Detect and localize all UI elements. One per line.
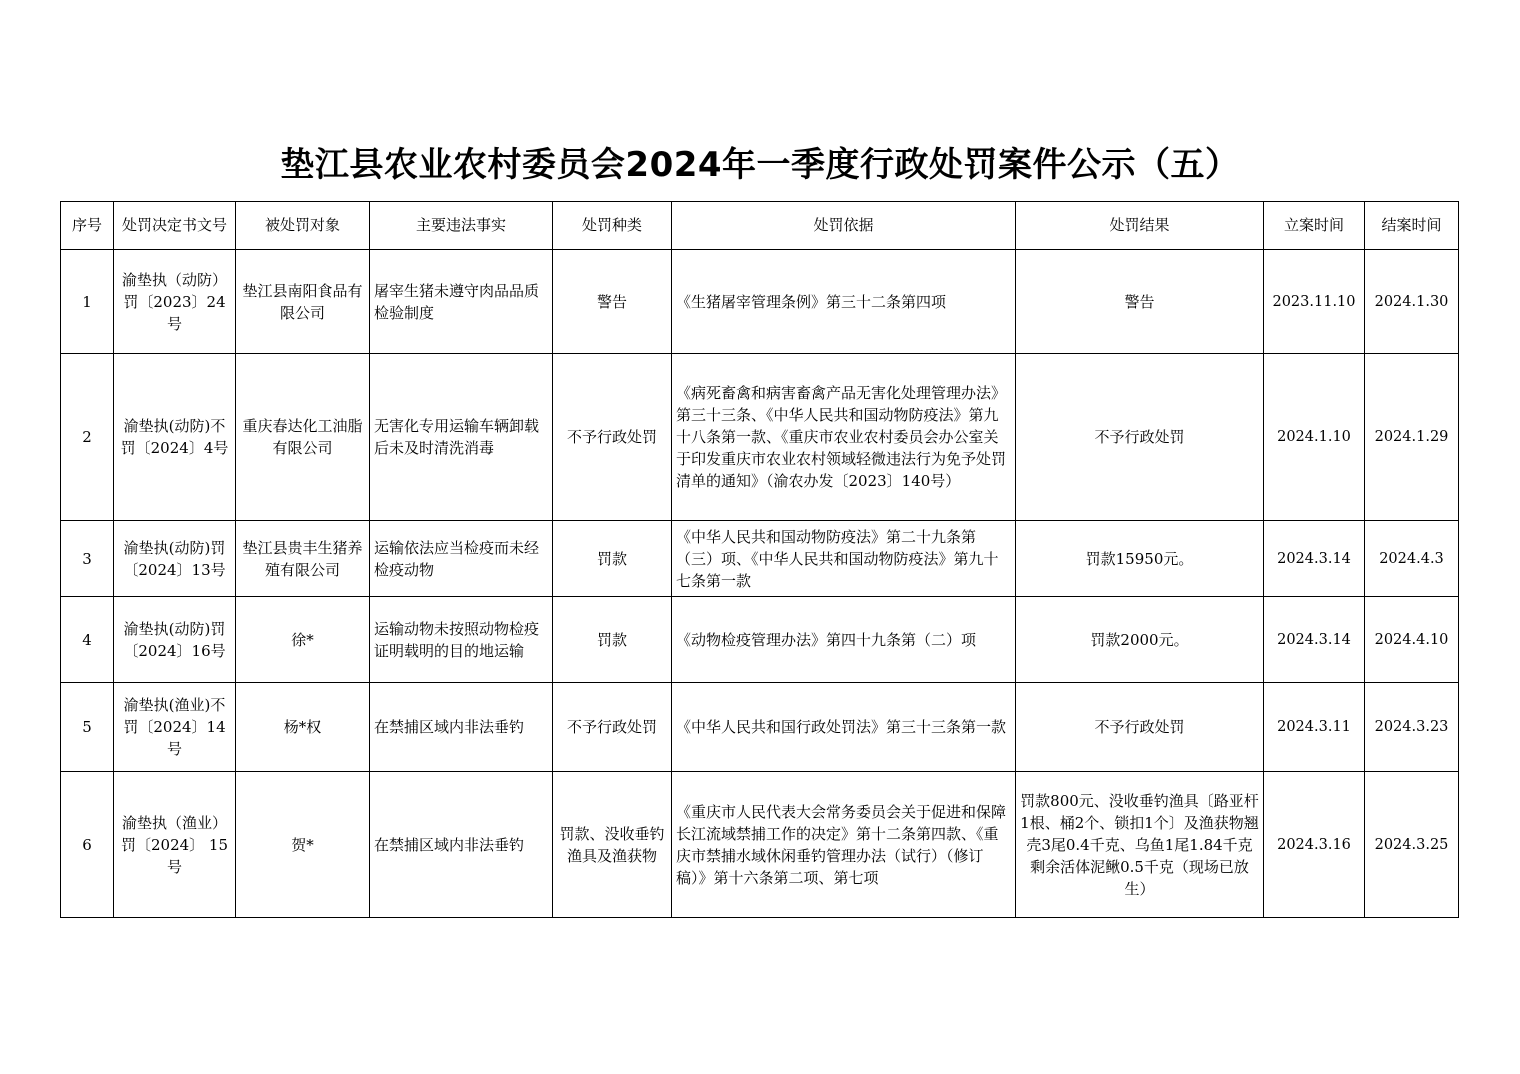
cell-filed-date: 2024.3.14 <box>1264 597 1365 683</box>
table-row <box>61 597 1459 683</box>
cell-filed-date: 2023.11.10 <box>1264 250 1365 354</box>
header-fact: 主要违法事实 <box>370 202 553 250</box>
cell-filed-date: 2024.1.10 <box>1264 354 1365 521</box>
cell-penalty-type: 罚款、没收垂钓渔具及渔获物 <box>553 772 672 918</box>
cell-penalty-type: 不予行政处罚 <box>553 683 672 772</box>
header-basis: 处罚依据 <box>672 202 1016 250</box>
header-filed-date: 立案时间 <box>1264 202 1365 250</box>
cell-basis: 《动物检疫管理办法》第四十九条第（二）项 <box>672 597 1016 683</box>
table-row <box>61 354 1459 521</box>
cell-party: 杨*权 <box>236 683 370 772</box>
cell-penalty-type: 警告 <box>553 250 672 354</box>
cell-basis: 《中华人民共和国动物防疫法》第二十九条第（三）项、《中华人民共和国动物防疫法》第九十七条第一款 <box>672 521 1016 597</box>
cell-no: 6 <box>61 772 114 918</box>
cell-filed-date: 2024.3.11 <box>1264 683 1365 772</box>
header-closed-date: 结案时间 <box>1365 202 1459 250</box>
cell-result: 罚款800元、没收垂钓渔具〔路亚杆1根、桶2个、锁扣1个〕及渔获物翘壳3尾0.4千克、乌鱼1尾1.84千克剩余活体泥鳅0.5千克（现场已放生） <box>1016 772 1264 918</box>
cell-penalty-type: 不予行政处罚 <box>553 354 672 521</box>
table-row <box>61 772 1459 918</box>
penalty-cases-table <box>60 201 1459 918</box>
cell-basis: 《生猪屠宰管理条例》第三十二条第四项 <box>672 250 1016 354</box>
cell-fact: 在禁捕区域内非法垂钓 <box>370 683 553 772</box>
cell-party: 重庆春达化工油脂有限公司 <box>236 354 370 521</box>
cell-doc-number: 渝垫执(渔业)不罚〔2024〕14号 <box>114 683 236 772</box>
cell-doc-number: 渝垫执(动防)不罚〔2024〕4号 <box>114 354 236 521</box>
header-row <box>61 202 1459 250</box>
cell-no: 3 <box>61 521 114 597</box>
header-party: 被处罚对象 <box>236 202 370 250</box>
cell-no: 1 <box>61 250 114 354</box>
cell-doc-number: 渝垫执(动防)罚〔2024〕16号 <box>114 597 236 683</box>
cell-closed-date: 2024.4.3 <box>1365 521 1459 597</box>
cell-filed-date: 2024.3.14 <box>1264 521 1365 597</box>
cell-party: 贺* <box>236 772 370 918</box>
cell-closed-date: 2024.4.10 <box>1365 597 1459 683</box>
cell-closed-date: 2024.3.25 <box>1365 772 1459 918</box>
cell-filed-date: 2024.3.16 <box>1264 772 1365 918</box>
cell-party: 徐* <box>236 597 370 683</box>
cell-closed-date: 2024.1.29 <box>1365 354 1459 521</box>
cell-closed-date: 2024.1.30 <box>1365 250 1459 354</box>
cell-doc-number: 渝垫执（渔业）罚〔2024〕 15号 <box>114 772 236 918</box>
table-row <box>61 521 1459 597</box>
cell-closed-date: 2024.3.23 <box>1365 683 1459 772</box>
cell-doc-number: 渝垫执(动防)罚〔2024〕13号 <box>114 521 236 597</box>
cell-basis: 《中华人民共和国行政处罚法》第三十三条第一款 <box>672 683 1016 772</box>
cell-party: 垫江县南阳食品有限公司 <box>236 250 370 354</box>
cell-basis: 《病死畜禽和病害畜禽产品无害化处理管理办法》第三十三条、《中华人民共和国动物防疫法》第九十八条第一款、《重庆市农业农村委员会办公室关于印发重庆市农业农村领域轻微违法行为免予处罚清单的通知》（渝农办发〔2023〕140号） <box>672 354 1016 521</box>
cell-fact: 运输动物未按照动物检疫证明载明的目的地运输 <box>370 597 553 683</box>
table-row <box>61 250 1459 354</box>
cell-result: 不予行政处罚 <box>1016 683 1264 772</box>
header-no: 序号 <box>61 202 114 250</box>
cell-result: 警告 <box>1016 250 1264 354</box>
cell-no: 2 <box>61 354 114 521</box>
header-result: 处罚结果 <box>1016 202 1264 250</box>
cell-result: 罚款2000元。 <box>1016 597 1264 683</box>
header-penalty-type: 处罚种类 <box>553 202 672 250</box>
header-doc-number: 处罚决定书文号 <box>114 202 236 250</box>
cell-basis: 《重庆市人民代表大会常务委员会关于促进和保障长江流域禁捕工作的决定》第十二条第四款、《重庆市禁捕水域休闲垂钓管理办法（试行）（修订稿）》第十六条第二项、第七项 <box>672 772 1016 918</box>
cell-penalty-type: 罚款 <box>553 597 672 683</box>
cell-fact: 运输依法应当检疫而未经检疫动物 <box>370 521 553 597</box>
cell-no: 5 <box>61 683 114 772</box>
cell-result: 罚款15950元。 <box>1016 521 1264 597</box>
cell-fact: 无害化专用运输车辆卸载后未及时清洗消毒 <box>370 354 553 521</box>
cell-doc-number: 渝垫执（动防）罚〔2023〕24号 <box>114 250 236 354</box>
cell-no: 4 <box>61 597 114 683</box>
cell-result: 不予行政处罚 <box>1016 354 1264 521</box>
cell-fact: 屠宰生猪未遵守肉品品质检验制度 <box>370 250 553 354</box>
cell-penalty-type: 罚款 <box>553 521 672 597</box>
cell-party: 垫江县贵丰生猪养殖有限公司 <box>236 521 370 597</box>
page-title: 垫江县农业农村委员会2024年一季度行政处罚案件公示（五） <box>280 145 1240 185</box>
cell-fact: 在禁捕区域内非法垂钓 <box>370 772 553 918</box>
table-row <box>61 683 1459 772</box>
